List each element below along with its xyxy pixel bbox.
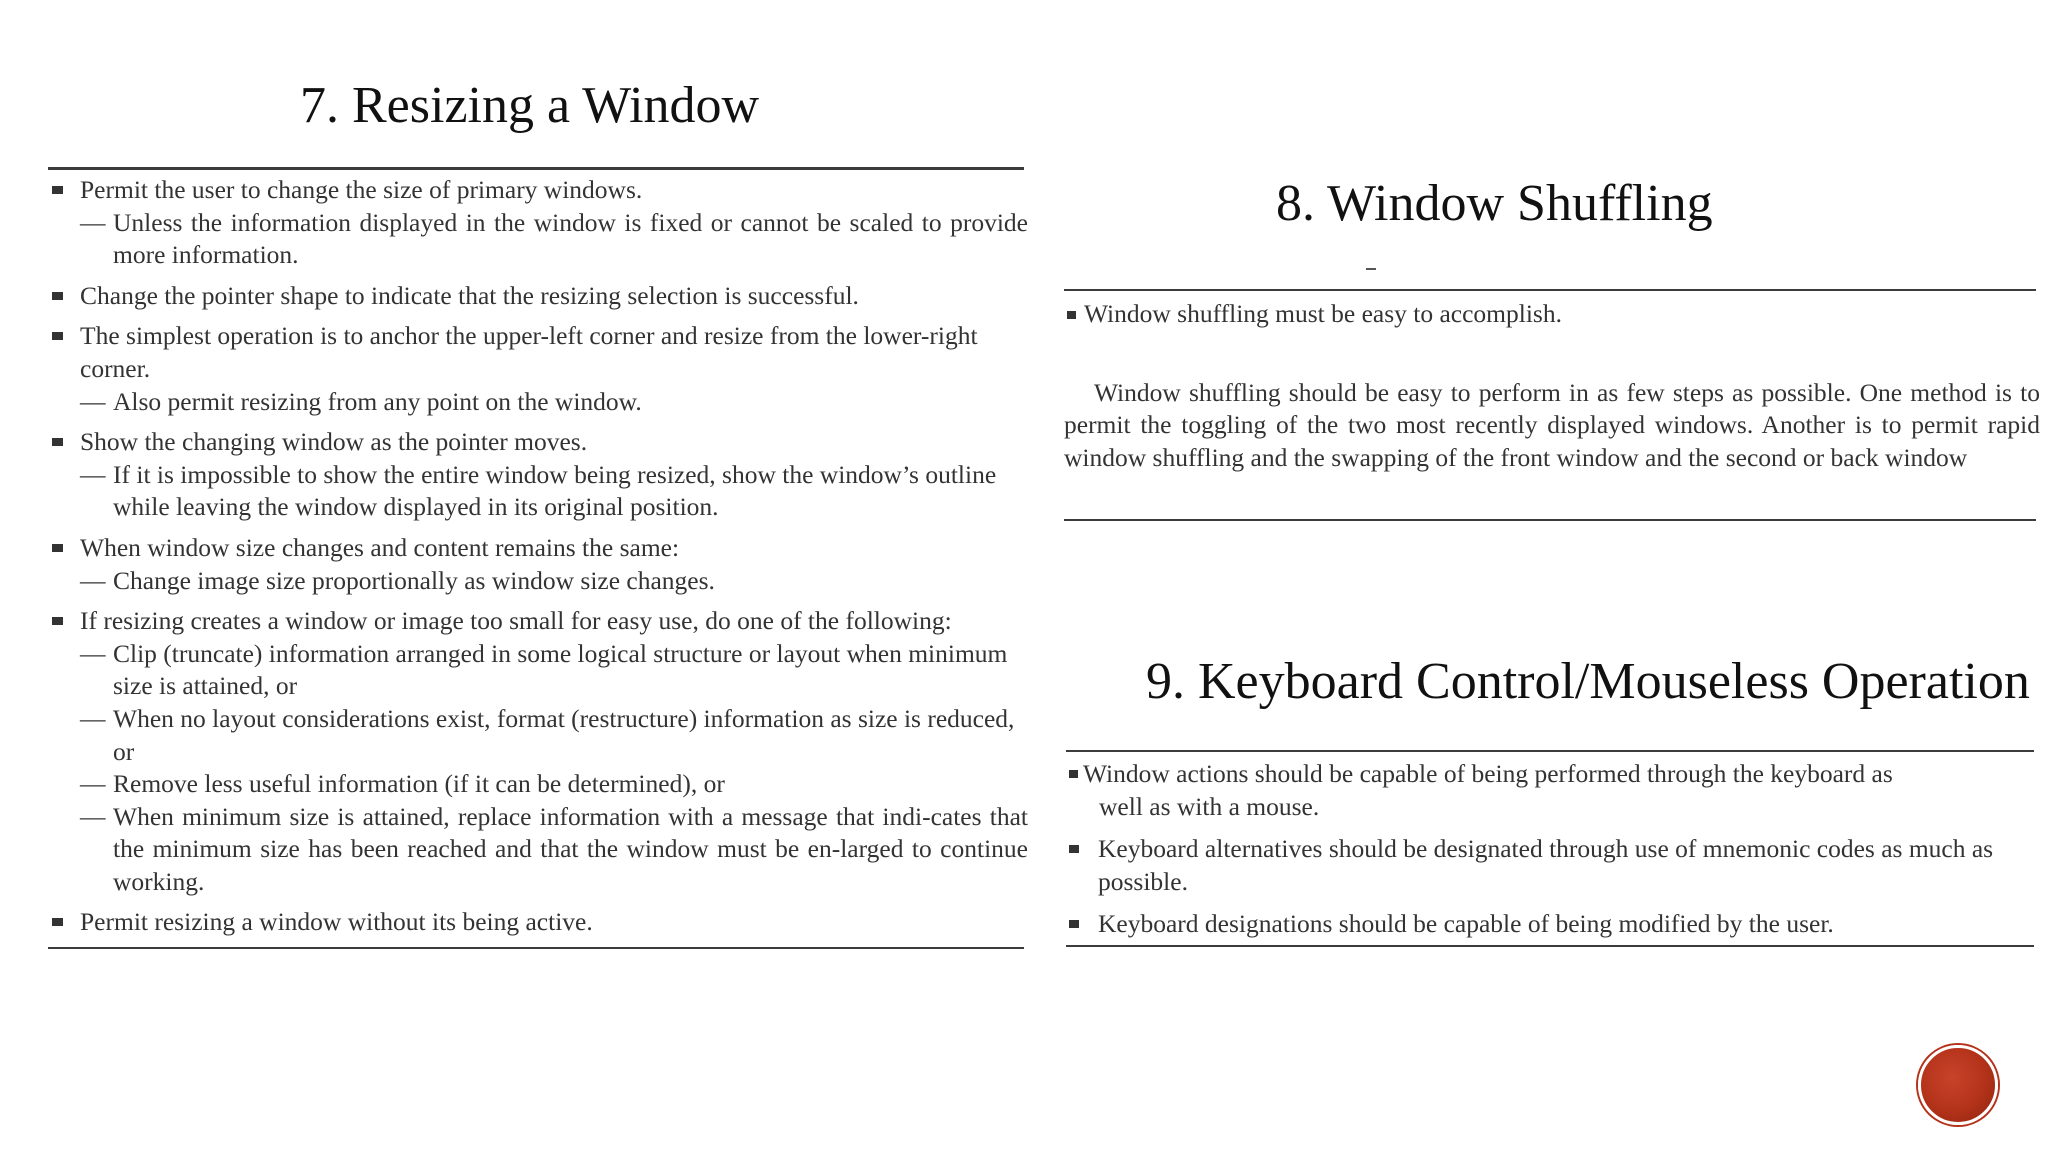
- page-badge: [1918, 1045, 1998, 1125]
- guideline-sub-text: Also permit resizing from any point on the window.: [113, 386, 642, 416]
- guideline-item: [1068, 908, 2040, 941]
- keyboard-guidelines: [1068, 758, 2040, 951]
- divider-top-shuffling: [1064, 289, 2036, 291]
- divider-top-keyboard: [1066, 750, 2034, 752]
- guideline-text: The simplest operation is to anchor the upper-left corner and resize from the lower-right corner.: [80, 321, 978, 383]
- guideline-text: Window actions should be capable of being performed through the keyboard as: [1083, 759, 1893, 788]
- guideline-item: [48, 532, 1028, 597]
- guideline-item: [1068, 758, 2040, 823]
- guideline-text: Keyboard alternatives should be designated through use of mnemonic codes as much as possible.: [1098, 834, 1994, 896]
- guideline-item: [48, 320, 1028, 418]
- guideline-item: [48, 426, 1028, 524]
- section-title-resizing: 7. Resizing a Window: [300, 77, 760, 134]
- section-title-shuffling: 8. Window Shuffling: [1276, 175, 1713, 232]
- guideline-sub-item: [80, 386, 1028, 419]
- dash-marker: —: [80, 565, 106, 595]
- guideline-sub-item: [80, 801, 1028, 899]
- section-title-keyboard: 9. Keyboard Control/Mouseless Operation: [1146, 653, 2030, 710]
- guideline-item: [48, 605, 1028, 898]
- divider-bottom-resizing: [48, 947, 1024, 949]
- shuffling-paragraph: Window shuffling should be easy to perform in as few steps as possible. One method is to permit the toggling of the two most recently displayed windows. Another is to permit rapid window shuffling and the swapping of the front window and the second or back window: [1064, 377, 2040, 472]
- guideline-text: Permit resizing a window without its being active.: [80, 907, 593, 937]
- dash-marker: —: [80, 386, 106, 416]
- guideline-text: Permit the user to change the size of primary windows.: [80, 175, 643, 204]
- guideline-text-continued: well as with a mouse.: [1099, 791, 1320, 821]
- dash-marker: —: [80, 207, 106, 237]
- dash-marker: —: [80, 459, 106, 489]
- guideline-text: When window size changes and content remains the same:: [80, 532, 680, 562]
- divider-bottom-shuffling: [1064, 519, 2036, 521]
- guideline-sub-text: Unless the information displayed in the window is fixed or cannot be scaled to provide more information.: [113, 207, 1028, 270]
- guideline-item: [1064, 298, 2040, 331]
- dash-marker: —: [80, 801, 106, 831]
- guideline-sub-text: Change image size proportionally as window size changes.: [113, 565, 715, 595]
- guideline-sub-item: [80, 768, 1028, 801]
- guideline-sub-item: [80, 638, 1028, 703]
- shuffling-guidelines: [1064, 298, 2040, 474]
- guideline-sub-item: [80, 565, 1028, 598]
- guideline-text: Change the pointer shape to indicate that the resizing selection is successful.: [80, 280, 859, 310]
- guideline-sub-text: When minimum size is attained, replace information with a message that indi-cates that the minimum size has been reached and that the window must be en-larged to continue working.: [113, 801, 1028, 896]
- guideline-sub-item: [80, 703, 1028, 768]
- guideline-item: [48, 280, 1028, 313]
- guideline-sub-item: [80, 459, 1028, 524]
- guideline-item: [48, 906, 1028, 939]
- stray-mark: [1366, 268, 1376, 270]
- dash-marker: —: [80, 638, 106, 668]
- dash-marker: —: [80, 769, 106, 799]
- guideline-text: Show the changing window as the pointer moves.: [80, 427, 588, 457]
- guideline-sub-text: Clip (truncate) information arranged in some logical structure or layout when minimum size is attained, or: [113, 638, 1008, 701]
- divider-top-resizing: [48, 167, 1024, 170]
- guideline-item: [1068, 833, 2040, 898]
- guideline-item: [48, 174, 1028, 272]
- guideline-sub-text: When no layout considerations exist, format (restructure) information as size is reduced, or: [113, 703, 1015, 766]
- resizing-guidelines: [48, 174, 1028, 947]
- guideline-sub-text: If it is impossible to show the entire window being resized, show the window’s outline while leaving the window displayed in its original position.: [113, 459, 997, 522]
- guideline-text: If resizing creates a window or image too small for easy use, do one of the following:: [80, 606, 952, 636]
- guideline-sub-item: [80, 207, 1028, 272]
- guideline-text: Window shuffling must be easy to accomplish.: [1084, 299, 1562, 328]
- dash-marker: —: [80, 703, 106, 733]
- guideline-text: Keyboard designations should be capable of being modified by the user.: [1098, 909, 1834, 939]
- guideline-sub-text: Remove less useful information (if it can be determined), or: [113, 769, 725, 799]
